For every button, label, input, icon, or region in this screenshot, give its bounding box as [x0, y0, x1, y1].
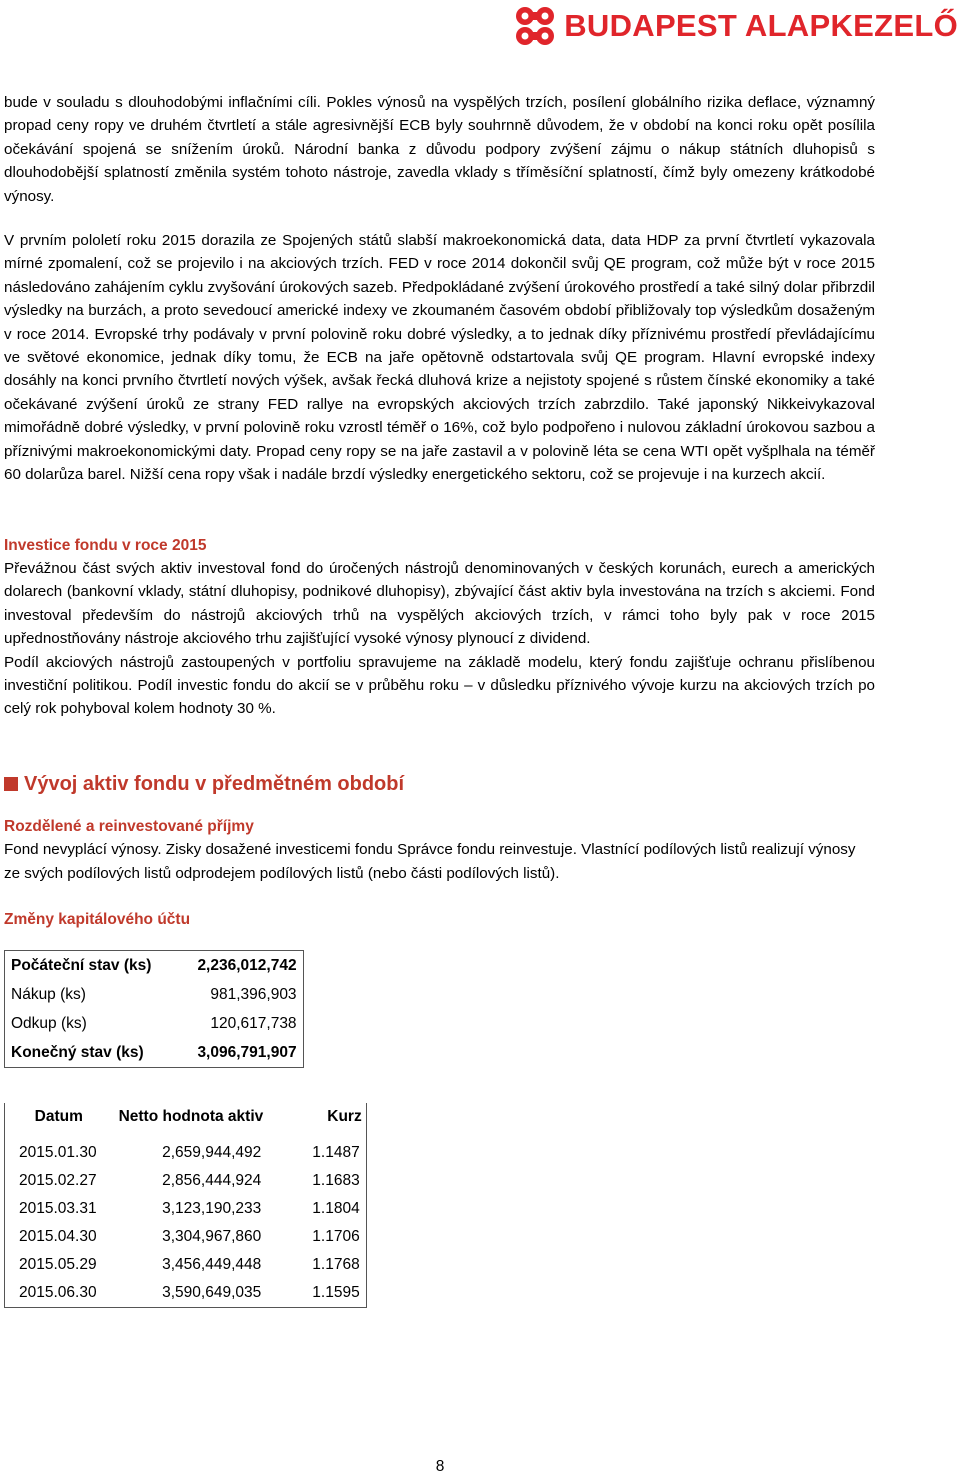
- cell-date: 2015.03.31: [19, 1200, 97, 1218]
- cell-kurz: 1.1683: [312, 1172, 360, 1190]
- table-row: [5, 1195, 367, 1223]
- page-content: [4, 91, 875, 1308]
- cell-nav: 3,456,449,448: [162, 1256, 262, 1274]
- net-asset-value-table: [4, 1103, 367, 1308]
- table-header-row: [5, 1103, 367, 1131]
- square-bullet-icon: [4, 777, 18, 791]
- heading-rozdelene-prijmy: Rozdělené a reinvestované příjmy: [4, 817, 254, 835]
- cap-label: Konečný stav (ks): [11, 1043, 144, 1061]
- cell-kurz: 1.1804: [312, 1200, 360, 1218]
- cell-nav: 2,659,944,492: [162, 1144, 262, 1162]
- cap-value: 3,096,791,907: [197, 1043, 297, 1061]
- cell-date: 2015.05.29: [19, 1256, 97, 1274]
- cell-nav: 3,123,190,233: [162, 1200, 262, 1218]
- col-header-netto: Netto hodnota aktiv: [118, 1108, 264, 1126]
- cap-label: Počáteční stav (ks): [11, 956, 152, 974]
- cell-nav: 2,856,444,924: [162, 1172, 262, 1190]
- cap-label: Nákup (ks): [11, 985, 86, 1003]
- cell-date: 2015.01.30: [19, 1144, 97, 1162]
- heading-zmeny-kapitaloveho-uctu: Změny kapitálového účtu: [4, 910, 191, 928]
- table-row: [5, 951, 304, 981]
- cap-value: 981,396,903: [210, 985, 297, 1003]
- col-header-datum: Datum: [34, 1108, 83, 1126]
- cell-kurz: 1.1487: [312, 1144, 360, 1162]
- cap-value: 2,236,012,742: [197, 956, 297, 974]
- paragraph-rozdelene-prijmy: Fond nevyplácí výnosy. Zisky dosažené investicemi fondu Správce fondu reinvestuje. Vlastnící podílových listů realizují výnosy ze svých podílových listů odprodejem podílových listů (nebo části podílových listů).: [4, 841, 856, 882]
- table-row: [5, 1009, 304, 1038]
- cap-value: 120,617,738: [210, 1014, 297, 1032]
- cell-kurz: 1.1768: [312, 1256, 360, 1274]
- logo-mark-icon: [512, 4, 558, 48]
- table-row: [5, 1251, 367, 1279]
- cell-kurz: 1.1595: [312, 1284, 360, 1302]
- table-row: [5, 1279, 367, 1308]
- table-row: [5, 980, 304, 1009]
- logo-text: BUDAPEST ALAPKEZELŐ: [564, 8, 958, 43]
- cell-nav: 3,590,649,035: [162, 1284, 262, 1302]
- cap-label: Odkup (ks): [11, 1014, 87, 1032]
- paragraph-first-half-2015: V prvním pololetí roku 2015 dorazila ze Spojených států slabší makroekonomická data, data HDP za první čtvrtletí vykazovala mírné zpomalení, což se projevilo i na akciových trzích. FED v roce 2014 dokončil svůj QE program, což může být v roce 2015 následováno zahájením cyklu zvyšování úrokových sazeb. Předpokládané zvýšení úrokového prostředí a také silný dolar přibrzdil výsledky na burzách, a proto sevedoucí americké indexy ve zkoumaném časovém období přibližovaly top výsledkům dosaženým v roce 2014. Evropské trhy podávaly v první polovině roku dobré výsledky, a to jednak díky příznivému prostředí převládajícímu ve světové ekonomice, jednak díky tomu, že ECB na jaře opětovně odstartovala svůj QE program. Hlavní evropské indexy dosáhly na konci prvního čtvrtletí nových výšek, avšak řecká dluhová krize a nejistoty spojené s růstem čínské ekonomiky a také očekávané zvýšení úroků ze strany FED rallye na evropských akciových trzích zabrzdilo. Také japonský Nikkeivykazoval mimořádně dobré výsledky, v první polovině roku vzrostl téměř o 16%, což bylo podpořeno i nulovou základní úrokovou sazbou a příznivými makroekonomickými daty. Propad ceny ropy se na jaře zastavil a v polovině léta se cena WTI opět vyšplhala na téměř 60 dolarůza barel. Nižší cena ropy však i nadále brzdí výsledky energetického sektoru, což se projevuje i na kurzech akcií.: [4, 232, 875, 484]
- table-row: [5, 1038, 304, 1068]
- cell-kurz: 1.1706: [312, 1228, 360, 1246]
- company-logo: [512, 4, 958, 48]
- paragraph-continuation: bude v souladu s dlouhodobými inflačními cíli. Pokles výnosů na vyspělých trzích, posílení globálního rizika deflace, významný propad ceny ropy ve druhém čtvrtletí a stále agresivnější ECB byly souhrnně důvodem, že v období na konci roku opět posílila očekávání spojená se snížením úroků. Národní banka z důvodu podpory zvýšení zájmu o nákup státních dluhopisů s dlouhodobější splatností změnila systém tohoto nástroje, zavedla vklady s tříměsíční splatností, čímž byly omezeny krátkodobé výnosy.: [4, 94, 875, 205]
- col-header-kurz: Kurz: [327, 1108, 362, 1126]
- heading-vyvoj-aktiv: [4, 770, 875, 798]
- page-number: 8: [435, 1458, 445, 1475]
- table-row: [5, 1167, 367, 1195]
- cell-date: 2015.06.30: [19, 1284, 97, 1302]
- capital-account-table: [4, 950, 304, 1068]
- heading-vyvoj-text: Vývoj aktiv fondu v předmětném období: [24, 772, 405, 795]
- cell-date: 2015.04.30: [19, 1228, 97, 1246]
- cell-nav: 3,304,967,860: [162, 1228, 262, 1246]
- heading-investice: Investice fondu v roce 2015: [4, 536, 207, 554]
- table-row: [5, 1223, 367, 1251]
- cell-date: 2015.02.27: [19, 1172, 97, 1190]
- paragraph-investice-2: Podíl akciových nástrojů zastoupených v portfoliu spravujeme na základě modelu, který fondu zajišťuje ochranu přislíbenou investiční politikou. Podíl investic fondu do akcií se v průběhu roku – v důsledku příznivého vývoje kurzu na akciových trzích po celý rok pohyboval kolem hodnoty 30 %.: [4, 653, 875, 718]
- table-row: [5, 1131, 367, 1167]
- paragraph-investice-1: Převážnou část svých aktiv investoval fond do úročených nástrojů denominovaných v českých korunách, eurech a amerických dolarech (bankovní vklady, státní dluhopisy, podnikové dluhopisy), zbývající část aktiv byla investována na trzích s akciemi. Fond investoval především do nástrojů akciových trhů na vyspělých akciových trzích, v rámci toho byly pak v roce 2015 upřednostňovány nástroje akciového trhu zajišťující vysoké výnosy plynoucí z dividend.: [4, 559, 875, 648]
